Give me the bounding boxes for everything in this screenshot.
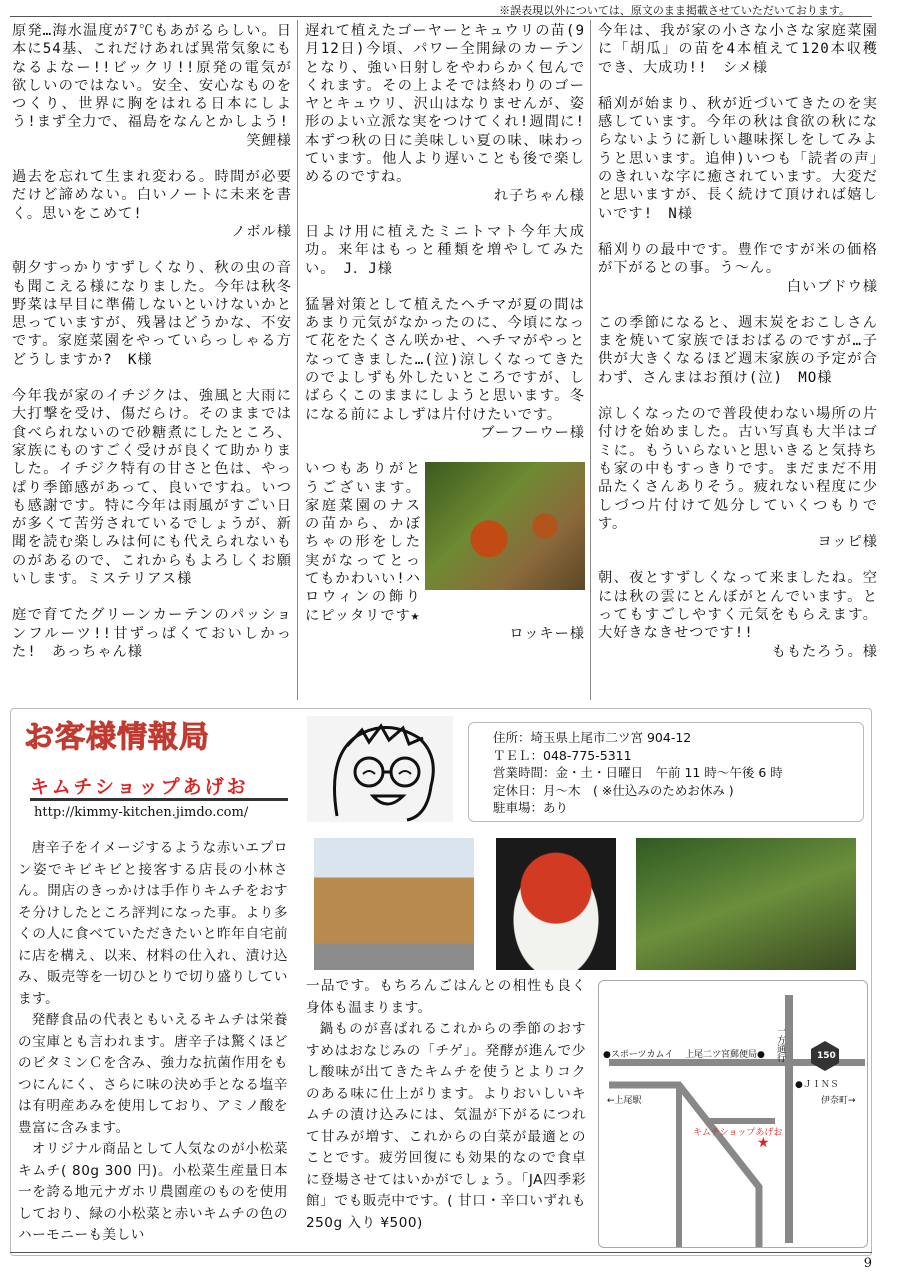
reader-entry: 過去を忘れて生まれ変わる。時間が必要だけど諦めない。白いノートに未来を書く。思いをこめて! ノボル様 [12, 169, 292, 240]
column-divider [297, 20, 298, 700]
map-label-ageo-station: ←上尾駅 [607, 1096, 642, 1106]
article-paragraph: 鍋ものが喜ばれるこれからの季節のおすすめはおなじみの「チゲ」。発酵が進んで少し酸味が出てきたキムチを使うとよりコクのある味に仕上がります。よりおいしいキムチの漬け込みには、気温が下がるにつれて甘みが増す、これからの白菜が最適とのことです。疲労回復にも効果的なので食卓に登場させてはいかがでしょう。「JA四季彩館」でも販売中です。( 甘口・辛口いずれも 250g 入り ¥500) [306, 1021, 586, 1231]
access-map [598, 980, 868, 1248]
reader-entry: 涼しくなったので普段使わない場所の片付けを始めました。古い写真も大半はゴミに。もういらないと思いきると気持ちも家の中もすっきりです。まだまだ不用品たくさんありそう。疲れない程度に少しづつ片付けて処分していくつもりです。 ヨッピ様 [598, 406, 878, 551]
page-number: 9 [863, 1256, 872, 1271]
signature: ノボル様 [231, 223, 292, 240]
reader-entry: 稲刈が始まり、秋が近づいてきたのを実感しています。今年の秋は食欲の秋にならないように新しい趣味探しをしてみようと思います。追伸)いつも「読者の声」のきれいな字に癒されています。大変だと思いますが、長く続けて頂ければ嬉しいです! N様 [598, 95, 878, 222]
reader-column-3 [598, 22, 878, 679]
map-roads-diagonal [599, 981, 867, 1247]
article-paragraph: オリジナル商品として人気なのが小松菜キムチ( 80g 300 円)。小松菜生産量日本一を誇る地元ナガホリ農園産のものを使用しており、緑の小松菜と赤いキムチの色のハーモニーも美しい [18, 1141, 288, 1243]
reader-entry: 原発…海水温度が7℃もあがるらしい。日本に54基、これだけあれば異常気象にもなるよなー!!ビックリ!!原発の電気が欲しいのではない。安全、安心なものをつくり、世界に胸をはれる日本にしよう!まず全力で、福島をなんとかしよう! 笑鯉様 [12, 23, 292, 149]
article-paragraph: 唐辛子をイメージするような赤いエプロン姿でキビキビと接客する店長の小林さん。開店のきっかけは手作りキムチをおすそ分けしたところ評判になった事。より多くの人に食べていただきたいと昨年自宅前に店を構え、以来、材料の仕入れ、漬け込み、販売等を一切ひとりで切り盛りしています。 [18, 840, 288, 1007]
star-icon: ★ [757, 1135, 770, 1151]
article-paragraph: 発酵食品の代表ともいえるキムチは栄養の宝庫とも言われます。唐辛子は驚くほどのビタミンＣを含み、強力な抗菌作用をもつにんにく、さらに味の決め手となる塩辛は有明産あみを使用しており、アミノ酸を豊富に含みます。 [18, 1012, 288, 1136]
shop-details [468, 722, 864, 822]
reader-entry: 今年我が家のイチジクは、強風と大雨に大打撃を受け、傷だらけ。そのままでは食べられないので砂糖煮にしたところ、家族にものすごく受けが良くて助かりました。イチジク特有の甘さと色は、やっぱり季節感があって、良いですね。いつも感謝です。特に今年は雨風がすごい日が多くて苦労されているでしょうが、新聞を読む楽しみは何にも代えられないものがあるので、これからもよろしくお願いします。ミステリアス様 [12, 388, 292, 588]
owner-illustration [307, 716, 453, 822]
reader-entry: 朝、夜とすずしくなって来ましたね。空には秋の雲にとんぼがとんでいます。とってもすごしやすく元気をもらえます。大好きなきせつです!! ももたろう。様 [598, 570, 878, 660]
reader-column-1 [12, 22, 292, 679]
signature: 白いブドウ様 [786, 278, 878, 295]
shop-tel: ＴＥＬ：048-775-5311 [493, 747, 632, 763]
smiling-face-icon [307, 716, 453, 822]
article-column-1 [18, 838, 288, 1247]
section-title: お客様情報局 [24, 720, 210, 755]
shop-hours: 営業時間：金・土・日曜日 午前 11 時〜午後 6 時 [493, 765, 783, 780]
article-column-2 [306, 976, 586, 1234]
reader-entry: 今年は、我が家の小さな小さな家庭菜園に「胡瓜」の苗を4本植えて120本収穫でき、大成功!! シメ様 [598, 23, 878, 76]
reader-column-2 [305, 22, 585, 661]
shop-url[interactable]: http://kimmy-kitchen.jimdo.com/ [34, 805, 249, 820]
signature: ブーフーウー様 [480, 424, 585, 441]
signature: れ子ちゃん様 [493, 187, 585, 204]
reader-entry: この季節になると、週末炭をおこしさんまを焼いて家族でほおばるのですが…子供が大きくなるほど週末家族の予定が合わず、さんまはお預け(泣) MO様 [598, 314, 878, 386]
map-label-ina: 伊奈町→ [821, 1096, 856, 1106]
kimchi-rice-photo [496, 838, 616, 970]
reader-entry: 稲刈りの最中です。豊作ですが米の価格が下がるとの事。う〜ん。 白いブドウ様 [598, 241, 878, 295]
signature: ももたろう。様 [771, 643, 878, 660]
reader-entry: 朝夕すっかりすずしくなり、秋の虫の音も聞こえる様になりました。今年は秋冬野菜は早目に準備しないといけないかと思っていますが、残暑はどうかな、不安です。家庭菜園をやっていらっしゃる方どうしますか? K様 [12, 260, 292, 368]
top-divider [10, 16, 872, 17]
pumpkin-eggplant-photo [425, 462, 585, 590]
map-label-jins: ●ＪＩＮＳ [795, 1080, 839, 1090]
article-paragraph: 一品です。もちろんごはんとの相性も良く身体も温まります。 [306, 978, 586, 1016]
signature: 笑鯉様 [246, 132, 292, 149]
notice-text: ※誤表現以外については、原文のまま掲載させていただいております。 [499, 4, 850, 17]
bottom-divider [10, 1252, 872, 1253]
chili-pepper-photo [636, 838, 856, 970]
shop-address: 住所：埼玉県上尾市二ツ宮 904-12 [493, 730, 692, 745]
reader-entry: 庭で育てたグリーンカーテンのパッションフルーツ!!甘ずっぱくておいしかった! あっちゃん様 [12, 607, 292, 660]
reader-entry: 猛暑対策として植えたヘチマが夏の間はあまり元気がなかったのに、今頃になって花をたくさん咲かせ、ヘチマがやっとなってきました…(泣)涼しくなってきたのでよしずも外したいところですが、しばらくこのままにしようと思います。冬になる前によしずは片付けたいです。 ブーフーウー様 [305, 296, 585, 441]
reader-entry: いつもありがとうございます。家庭菜園のナスの苗から、かぼちゃの形をした実がなってとってもかわいい!ハロウィンの飾りにピッタリです★ ロッキー様 [305, 461, 585, 642]
signature: ロッキー様 [509, 625, 585, 642]
shop-building-photo [314, 838, 474, 970]
shop-closed-days: 定休日：月〜木 ( ※仕込みのためお休み ) [493, 782, 734, 798]
map-label-sports: ●スポーツカムイ [603, 1050, 674, 1060]
map-label-post-office: 上尾二ツ宮郵便局● [685, 1050, 765, 1060]
shop-underline [30, 798, 288, 801]
column-divider [590, 20, 591, 700]
map-label-one-way: 一方通行 [775, 1026, 785, 1062]
shop-name: キムチショップあげお [30, 776, 249, 798]
reader-entry: 日よけ用に植えたミニトマト今年大成功。来年はもっと種類を増やしてみたい。 J．J様 [305, 223, 585, 277]
reader-entry: 遅れて植えたゴーヤーとキュウリの苗(9月12日)今頃、パワー全開緑のカーテンとなり、強い日射しをやわらかく包んでくれます。その上よそでは終わりのゴーヤとキュウリ、沢山はなりませんが、姿形のよい立派な実をつけてくれ!週間に!本ずつ秋の日に美味しい夏の味、味わっています。他人より遅いことも後で楽しめるのですね。 れ子ちゃん様 [305, 23, 585, 204]
shop-parking: 駐車場：あり [493, 800, 569, 815]
signature: ヨッピ様 [817, 534, 878, 551]
route-150-badge: 150 [817, 1051, 836, 1061]
map-label-shop: キムチショップあげお [693, 1128, 783, 1138]
